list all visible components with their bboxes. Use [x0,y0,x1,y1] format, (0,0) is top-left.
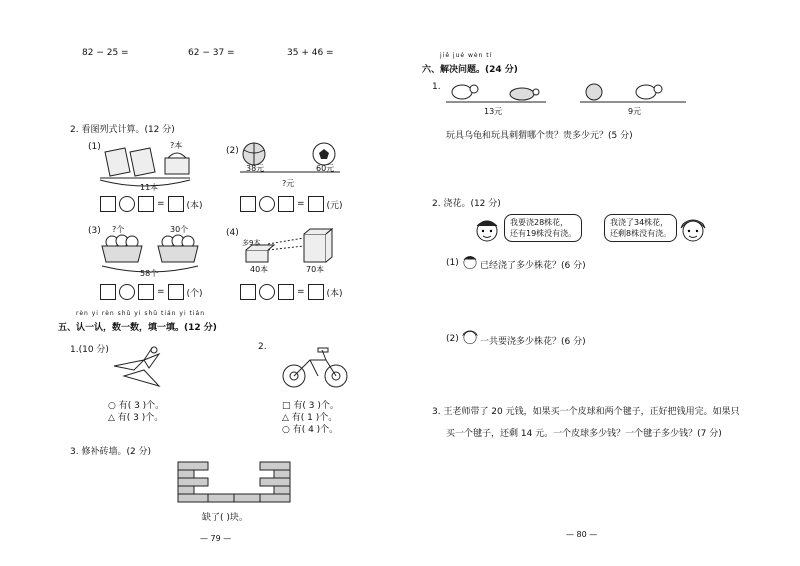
q2-p4-label: (4) [226,228,239,238]
sec6-q2-sub1-label: (1) [446,258,459,268]
q2-p2-price1: 38元 [246,164,265,173]
answer-box[interactable] [168,284,184,300]
sec6-q2-label: 2. 浇花。(12 分) [432,199,501,209]
brick-wall-figure [178,462,290,508]
sec6-q1-price1: 13元 [484,107,503,116]
operator-circle[interactable] [119,284,135,300]
answer-box[interactable] [138,284,154,300]
unit-label: (本) [186,200,203,211]
toys-price-figure [446,80,696,106]
sec5-q2-line2: △ 有( 1 )个。 [282,413,338,423]
sec6-q1-price2: 9元 [628,107,642,116]
sec5-pinyin: rèn yi rèn shǔ yi shǔ tián yi tián [76,310,206,317]
q2-p1-total: 11本 [140,183,159,192]
bubble-line: 还有19株没有浇。 [510,229,577,238]
answer-box[interactable] [138,196,154,212]
q2-p3-top2: 30个 [170,225,189,234]
sec6-title: 六、解决问题。(24 分) [422,65,518,75]
q2-p3-total: 58个 [140,269,159,278]
calc-1: 82 − 25 = [82,48,129,58]
q2-p2-total: ?元 [282,179,295,188]
q2-p1-equation: = (本) [100,196,203,212]
calc-3: 35 + 46 = [287,48,334,58]
calc-2: 62 − 37 = [188,48,235,58]
sec6-q1-question: 玩具乌龟和玩具刺猬哪个贵？贵多少元？(5 分) [446,131,633,141]
q2-p3-equation: = (个) [100,284,203,300]
q2-p3-label: (3) [88,226,101,236]
boy-face-icon [474,216,500,244]
q2-p3-top1: ?个 [112,225,125,234]
page-number-right: — 80 — [566,530,598,539]
answer-box[interactable] [278,284,294,300]
sec5-title: 五、认一认，数一数，填一填。(12 分) [58,323,217,333]
speech-bubble-1 [504,214,582,242]
q2-p2-label: (2) [226,146,239,156]
sec5-q3-answer: 缺了( )块。 [202,513,248,523]
answer-box[interactable] [308,196,324,212]
sec5-q1-line1: ○ 有( 3 )个。 [108,401,165,411]
operator-circle[interactable] [119,196,135,212]
bubble-line: 我要浇28株花， [510,218,569,227]
speech-bubble-2 [604,214,677,242]
sec5-q1-label: 1.(10 分) [70,345,109,355]
bird-shape-figure [104,346,174,396]
q2-p2-price2: 60元 [316,164,335,173]
girl-small-icon [462,328,478,346]
sec5-q2-line3: ○ 有( 4 )个。 [282,425,339,435]
answer-box[interactable] [278,196,294,212]
q2-p1-label: (1) [88,142,101,152]
sec6-q3-line1: 3. 王老师带了 20 元钱，如果买一个皮球和两个毽子，正好把钱用完。如果只 [432,407,740,417]
sec6-q3-line2: 买一个毽子，还剩 14 元。一个皮球多少钱？一个毽子多少钱？(7 分) [446,429,722,439]
q2-title: 2. 看图列式计算。(12 分) [70,125,175,135]
q2-p4-n2: 70本 [306,265,325,274]
answer-box[interactable] [100,284,116,300]
q2-p1-unknown: ?本 [170,141,183,150]
operator-circle[interactable] [259,196,275,212]
answer-box[interactable] [240,196,256,212]
sec5-q2-label: 2. [258,342,267,352]
unit-label: (元) [326,200,343,211]
sec6-pinyin: jiě jué wèn tí [440,52,493,59]
sec5-q3-title: 3. 修补砖墙。(2 分) [70,447,152,457]
bubble-line: 还剩8株没有浇。 [610,229,672,238]
answer-box[interactable] [240,284,256,300]
sec5-q2-line1: □ 有( 3 )个。 [282,401,339,411]
girl-face-icon [680,216,706,244]
bicycle-figure [280,346,350,391]
bubble-line: 我浇了34株花， [610,218,669,227]
q2-p4-n1: 40本 [250,265,269,274]
boy-small-icon [462,253,478,271]
answer-box[interactable] [168,196,184,212]
unit-label: (个) [186,288,203,299]
q2-p2-equation: = (元) [240,196,343,212]
sec6-q2-sub2: 一共要浇多少株花？(6 分) [480,337,586,347]
operator-circle[interactable] [259,284,275,300]
sec6-q1-label: 1. [432,82,441,92]
sec6-q2-sub1: 已经浇了多少株花？(6 分) [480,261,586,271]
q2-p4-diff: 多9本 [242,239,261,247]
q2-p4-equation: = (本) [240,284,343,300]
sec5-q1-line2: △ 有( 3 )个。 [108,413,164,423]
answer-box[interactable] [308,284,324,300]
unit-label: (本) [326,288,343,299]
page-number-left: — 79 — [200,534,232,543]
answer-box[interactable] [100,196,116,212]
sec6-q2-sub2-label: (2) [446,334,459,344]
